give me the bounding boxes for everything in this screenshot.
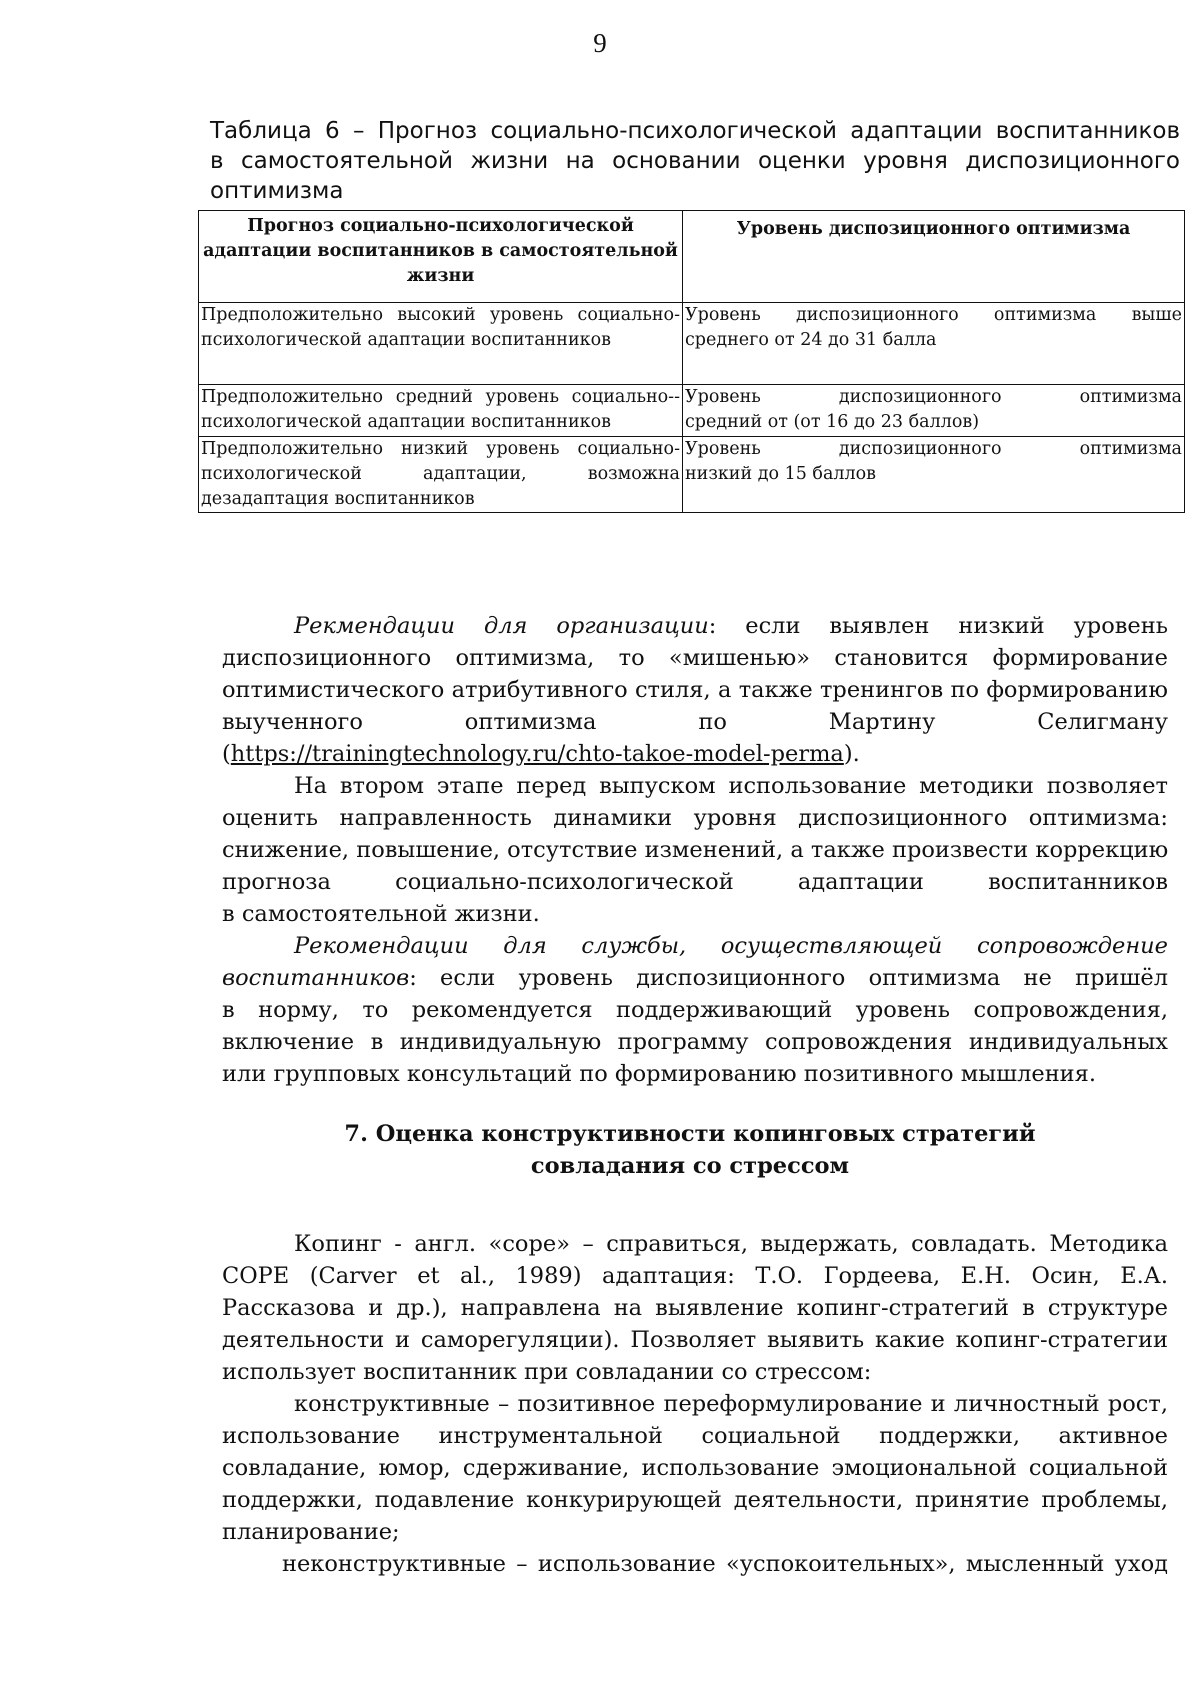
forecast-table: [198, 210, 1185, 513]
recommendations-service-label: Рекомендации для службы, осуществляющей сопровождение: [294, 933, 1168, 959]
table-caption-line: Таблица 6 – Прогноз социально-психологической адаптации воспитанников: [210, 118, 1180, 144]
table-header-row: [199, 211, 1185, 303]
second-stage-paragraph: На втором этапе перед выпуском использование методики позволяет оценить направленность динамики уровня диспозиционного оптимизма: снижение, повышение, отсутствие изменений, а также произвести коррекцию прогноза социально-психологической адаптации воспитанников в самостоятельной жизни.: [222, 773, 1169, 927]
coping-paragraph: Копинг - англ. «cope» – справиться, выдержать, совладать. Методика COPE (Carver et al., 1989) адаптация: Т.О. Гордеева, Е.Н. Осин, Е.А. Рассказова и др.), направлена на выявление копинг-стратегий в структуре деятельности и саморегуляции). Позволяет выявить какие копинг-стратегии использует воспитанник при совладании со стрессом:: [222, 1231, 1168, 1385]
table-header-forecast: Прогноз социально-психологической адаптации воспитанников в самостоятельной жизни: [199, 211, 683, 303]
recommendations-organization: Рекмендации для организации: если выявлен низкий уровень диспозиционного оптимизма, то «мишенью» становится формирование оптимистического атрибутивного стиля, а также тренингов по формированию выученного оптимизма по Мартину Селигману (https://trainingtechnology.ru/chto-takoe-model-perma).: [222, 613, 1168, 767]
table-caption: [210, 116, 1180, 206]
table-caption-line: оптимизма: [210, 178, 344, 204]
table-cell-level: Уровень диспозиционного оптимизма средний от (от 16 до 23 баллов): [683, 385, 1185, 437]
page-number: 9: [593, 28, 607, 58]
nonconstructive-strategies-paragraph: неконструктивные – использование «успокоительных», мысленный уход: [282, 1551, 1168, 1577]
section-heading: 7. Оценка конструктивности копинговых стратегий совладания со стрессом: [344, 1121, 1036, 1179]
table-caption-line: в самостоятельной жизни на основании оценки уровня диспозиционного: [210, 148, 1180, 174]
table-row: [199, 437, 1185, 513]
recommendations-service: Рекомендации для службы, осуществляющей сопровождение воспитанников: если уровень диспозиционного оптимизма не пришёл в норму, то рекомендуется поддерживающий уровень сопровождения, включение в индивидуальную программу сопровождения индивидуальных или групповых консультаций по формированию позитивного мышления.: [222, 933, 1168, 1087]
table-row: [199, 303, 1185, 385]
constructive-strategies-paragraph: конструктивные – позитивное переформулирование и личностный рост, использование инструментальной социальной поддержки, активное совладание, юмор, сдерживание, использование эмоциональной социальной поддержки, подавление конкурирующей деятельности, принятие проблемы, планирование;: [222, 1391, 1168, 1545]
table-cell-level: Уровень диспозиционного оптимизма выше среднего от 24 до 31 балла: [683, 303, 1185, 385]
table-cell-level: Уровень диспозиционного оптимизма низкий до 15 баллов: [683, 437, 1185, 513]
recommendations-label: Рекмендации для организации: [294, 613, 709, 639]
table-header-optimism-level: Уровень диспозиционного оптимизма: [683, 211, 1185, 303]
table-row: [199, 385, 1185, 437]
table-cell-forecast: Предположительно средний уровень социально-- психологической адаптации воспитанников: [199, 385, 683, 437]
table-cell-forecast: Предположительно высокий уровень социально- психологической адаптации воспитанников: [199, 303, 683, 385]
table-cell-forecast: Предположительно низкий уровень социально- психологической адаптации, возможна дезадаптация воспитанников: [199, 437, 683, 513]
perma-link[interactable]: https://trainingtechnology.ru/chto-takoe-model-perma: [230, 741, 844, 767]
